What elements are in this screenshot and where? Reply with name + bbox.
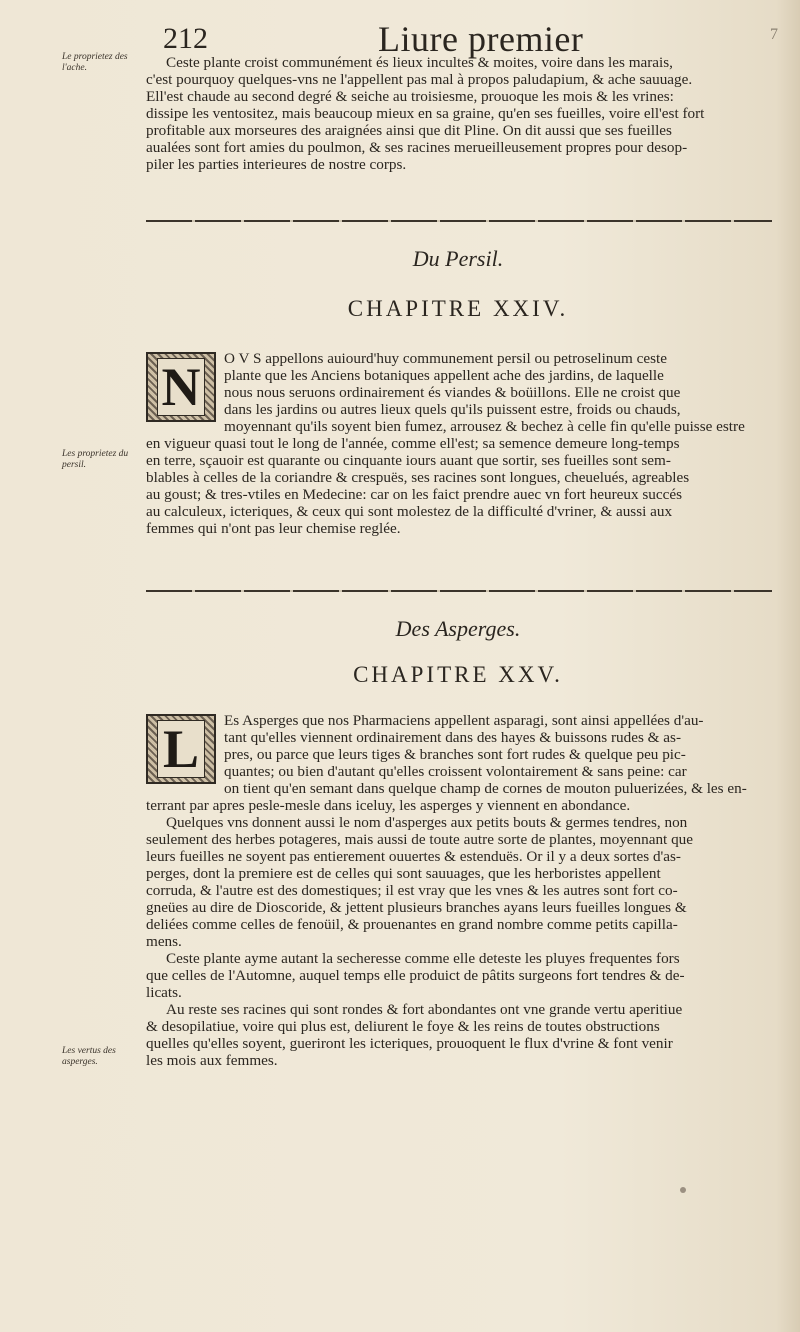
- text-line: tant qu'elles viennent ordinairement dans des hayes & buissons rudes & as-: [224, 729, 681, 746]
- margin-note-asperges: Les vertus des asperges.: [62, 1046, 116, 1067]
- section-title-persil: Du Persil.: [412, 246, 504, 271]
- text-line: pres, ou parce que leurs tiges & branches sont fort rudes & quelque peu pic-: [224, 746, 686, 763]
- text-line: quantes; ou bien d'autant qu'elles croissent volontairement & sans peine: car: [224, 763, 687, 780]
- running-title: Liure premier: [378, 19, 584, 59]
- text-line: on tient qu'en semant dans quelque champ de cornes de mouton puluerizées, & les en-: [224, 780, 747, 797]
- text-line: mens.: [146, 933, 182, 950]
- section-persil: [146, 350, 770, 537]
- text-line: aualées sont fort amies du poulmon, & ses racines merueilleusement propres pour desop-: [146, 139, 688, 156]
- text-line: perges, dont la premiere est de celles qui sont sauuages, que les herboristes appellent: [146, 865, 661, 882]
- dropcap-letter: N: [157, 358, 205, 416]
- text-line: c'est pourquoy quelques-vns ne l'appellent pas mal à propos paludapium, & ache sauuage.: [146, 71, 693, 88]
- text-line: Au reste ses racines qui sont rondes & fort abondantes ont vne grande vertu aperitiue: [166, 1001, 683, 1018]
- text-line: Ceste plante croist communément és lieux incultes & moites, voire dans les marais,: [166, 54, 673, 71]
- text-line: piler les parties interieures de nostre corps.: [146, 156, 407, 173]
- section-divider: [146, 220, 772, 222]
- chapter-heading-xxiv: CHAPITRE XXIV.: [347, 296, 569, 321]
- text-line: & desopilatiue, voire qui plus est, deliurent le foye & les reins de toutes obstructions: [146, 1018, 660, 1035]
- text-line: moyennant qu'ils soyent bien fumez, arrousez & bechez à celle fin qu'elle puisse estre: [224, 418, 745, 435]
- text-line: en vigueur quasi tout le long de l'année, comme ell'est; sa semence demeure long-temps: [146, 435, 680, 452]
- text-line: leurs fueilles ne soyent pas entierement ouuertes & estenduës. Or il y a deux sortes d'as-: [146, 848, 681, 865]
- text-line: Ell'est chaude au second degré & seiche au troisiesme, prouoque les mois & les vrines:: [146, 88, 674, 105]
- section-asperges: [146, 712, 770, 1069]
- text-line: les mois aux femmes.: [146, 1052, 278, 1069]
- dropcap-letter: L: [157, 720, 205, 778]
- text-line: Quelques vns donnent aussi le nom d'asperges aux petits bouts & germes tendres, non: [166, 814, 688, 831]
- text-line: en terre, sçauoir est quarante ou cinquante iours auant que sortir, ses fueilles sont sem-: [146, 452, 671, 469]
- section-divider: [146, 590, 772, 592]
- margin-note-persil: Les proprietez du persil.: [62, 449, 129, 470]
- dropcap-l: [146, 714, 216, 784]
- text-line: gneües au dire de Dioscoride, & jettent plusieurs branches ayans leurs fueilles longues &: [146, 899, 687, 916]
- paper-blemish: [680, 1187, 686, 1193]
- text-line: blables à celles de la coriandre & crespuës, ses racines sont longues, cheuelués, agreables: [146, 469, 690, 486]
- text-line: profitable aux morseures des araignées ainsi que dit Pline. On dit aussi que ses fueilles: [146, 122, 672, 139]
- text-line: licats.: [146, 984, 182, 1001]
- text-line: corruda, & l'autre est des domestiques; il est vray que les vnes & les autres sont fort co-: [146, 882, 678, 899]
- text-line: plante que les Anciens botaniques appellent ache des jardins, de laquelle: [224, 367, 664, 384]
- text-line: Ceste plante ayme autant la secheresse comme elle deteste les pluyes frequentes fors: [166, 950, 680, 967]
- text-line: nous nous seruons ordinairement és viandes & boüillons. Elle ne croist que: [224, 384, 681, 401]
- corner-mark: 7: [770, 26, 778, 43]
- page-number: 212: [163, 22, 208, 55]
- dropcap-n: [146, 352, 216, 422]
- section-ache: [146, 54, 770, 173]
- text-line: terrant par apres pesle-mesle dans iceluy, les asperges y viennent en abondance.: [146, 797, 631, 814]
- text-line: au calculeux, icteriques, & ceux qui sont molestez de la difficulté d'vriner, & aussi aux: [146, 503, 673, 520]
- text-line: seulement des herbes potageres, mais aussi de toute autre sorte de plantes, moyennant que: [146, 831, 694, 848]
- margin-note-ache: Le proprietez des l'ache.: [62, 52, 128, 73]
- text-line: quelles qu'elles soyent, gueriront les icteriques, prouoquent le flux d'vrine & font venir: [146, 1035, 673, 1052]
- text-line: femmes qui n'ont pas leur chemise reglée.: [146, 520, 401, 537]
- section-title-asperges: Des Asperges.: [395, 616, 521, 641]
- text-line: dans les jardins ou autres lieux quels qu'ils puissent estre, froids ou chauds,: [224, 401, 681, 418]
- chapter-heading-xxv: CHAPITRE XXV.: [353, 662, 563, 687]
- text-line: au goust; & tres-vtiles en Medecine: car on les faict prendre auec vn fort heureux succés: [146, 486, 682, 503]
- text-line: que celles de l'Automne, auquel temps elle produict de pâtits surgeons fort tendres & de-: [146, 967, 685, 984]
- text-line: Es Asperges que nos Pharmaciens appellent asparagi, sont ainsi appellées d'au-: [224, 712, 704, 729]
- text-line: O V S appellons auiourd'huy communement persil ou petroselinum ceste: [224, 350, 667, 367]
- text-line: deliées comme celles de fenoüil, & prouenantes en grand nombre comme petits capilla-: [146, 916, 678, 933]
- text-line: dissipe les ventositez, mais beaucoup mieux en sa graine, qu'en ses fueilles, voire ell'est fort: [146, 105, 705, 122]
